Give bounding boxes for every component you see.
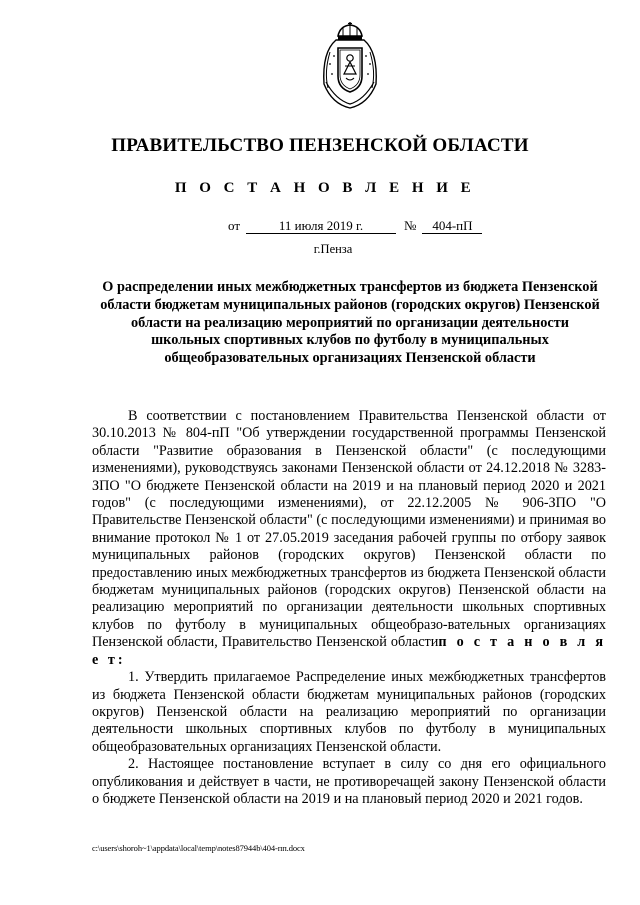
item-2-paragraph: 2. Настоящее постановление вступает в силу со дня его официального опубликования и действует в части, не противоречащей закону Пензенской области о бюджете Пензенской области на 2019 и на плановый период 2020 и 2021 годов.	[92, 756, 606, 807]
date-number-line	[228, 218, 482, 234]
item-1-paragraph: 1. Утвердить прилагаемое Распределение иных межбюджетных трансфертов из бюджета Пензенской области бюджетам муниципальных районов (городских округов) Пензенской области на реализацию мероприятий по организации деятельности школьных спортивных клубов по футболу в муниципальных общеобразовательных организациях Пензенской области.	[92, 669, 606, 755]
preamble-paragraph	[92, 408, 606, 669]
decree-word: п о с т а н о в л я е т:	[92, 634, 606, 668]
document-type: П О С Т А Н О В Л Е Н И Е	[174, 180, 476, 196]
date-prefix: от	[228, 218, 241, 233]
preamble-text: В соответствии с постановлением Правительства Пензенской области от 30.10.2013 № 804-пП "Об утверждении государственной программы Пензенской области "Развитие образования в Пензенской области" (с последующими изменениями), руководствуясь законами Пензенской области от 24.12.2018 № 3283-ЗПО "О бюджете Пензенской области на 2019 и на плановый период 2020 и 2021 годов" (с последующими изменениями), от 22.12.2005 № 906-ЗПО "О Правительстве Пензенской области" (с последующими изменениями) и принимая во внимание протокол № 1 от 27.05.2019 заседания рабочей группы по отбору заявок муниципальных районов (городских округов) Пензенской области по предоставлению иных межбюджетных трансфертов из бюджета Пензенской области бюджетам муниципальных районов (городских округов) Пензенской области на реализацию мероприятий по организации деятельности школьных спортивных клубов по футболу в муниципальных общеобразо-вательных организациях Пензенской области, Правительство Пензенской области	[92, 408, 606, 651]
document-number: 404-пП	[422, 219, 482, 234]
organization-name: ПРАВИТЕЛЬСТВО ПЕНЗЕНСКОЙ ОБЛАСТИ	[111, 135, 529, 156]
document-date: 11 июля 2019 г.	[246, 219, 396, 234]
document-body	[92, 408, 606, 808]
city: г.Пенза	[313, 242, 353, 256]
coat-of-arms-icon	[318, 22, 382, 110]
file-path-footer: c:\users\shoroh~1\appdata\local\temp\notes87944b\404-пп.docx	[92, 843, 305, 853]
document-title: О распределении иных межбюджетных трансфертов из бюджета Пензенской области бюджетам муниципальных районов (городских округов) Пензенской области на реализацию мероприятий по организации деятельности школьных спортивных клубов по футболу в муниципальных общеобразовательных организациях Пензенской области	[100, 279, 600, 367]
number-prefix: №	[404, 218, 417, 233]
